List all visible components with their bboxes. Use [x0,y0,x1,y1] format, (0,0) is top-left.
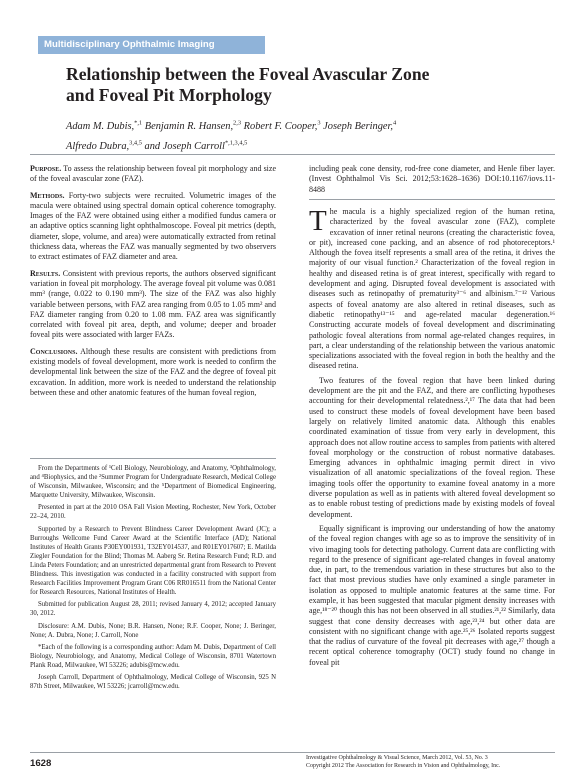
corresponding-author-note: *Each of the following is a corresponding author: Adam M. Dubis, Department of Cell Biology, Neurobiology, and Anatomy, Medical College of Wisconsin, 8701 Watertown Plank Road, Milwaukee, WI 53226; adubis@mcw.edu. [30,643,276,669]
author-affiliation-marker: 3 [317,120,321,127]
disclosure-note: Disclosure: A.M. Dubis, None; B.R. Hansen, None; R.F. Cooper, None; J. Beringer, None; A. Dubra, None; J. Carroll, None [30,622,276,639]
abstract-conclusions [30,347,276,398]
title-line-2: and Foveal Pit Morphology [66,85,272,105]
abstract-results [30,269,276,341]
affiliation-note: From the Departments of ¹Cell Biology, Neurobiology, and Anatomy, ³Ophthalmology, and ⁴Biophysics, and the ²Summer Program for Undergraduate Research, Medical College of Wisconsin, Milwaukee, Wisconsin; and the ⁵Department of Biomedical Engineering, Marquette University, Milwaukee, Wisconsin. [30,465,276,500]
footnotes [30,464,276,694]
purpose-label: Purpose. [30,164,62,173]
article-title [66,64,546,106]
footer-divider [30,752,555,753]
author-3 [244,121,321,132]
author-affiliation-marker: 4 [393,120,397,127]
results-label: Results. [30,268,61,278]
page-number: 1628 [30,758,52,769]
author-5 [66,141,142,152]
author-name: Alfredo Dubra, [66,140,130,152]
author-name: Adam M. Dubis, [66,121,135,133]
author-name: Benjamin R. Hansen, [144,121,234,133]
author-name: Joseph Beringer, [323,121,394,133]
article-body [309,207,555,672]
abstract-continuation-text: including peak cone density, rod-free cone diameter, and Henle fiber layer. (Invest Ophthalmol Vis Sci. 2012;53:1628–1636) DOI:10.1167/iovs.11-8488 [309,164,555,194]
header-divider [30,154,555,155]
conclusions-label: Conclusions. [30,346,78,356]
author-list [66,116,536,155]
conclusions-text: Although these results are consistent with predictions from existing models of foveal development, more work is needed to confirm the developmental link between the size of the FAZ and the degree of foveal pit excavation. In addition, more work is needed to understand the relationship between these and other anatomic features of the human foveal region, [30,346,276,397]
methods-text: Forty-two subjects were recruited. Volumetric images of the macula were obtained using spectral domain optical coherence tomography. Images of the FAZ were obtained using either a modified fundus camera or an adaptive optics scanning light ophthalmoscope. Foveal pit metrics (depth, diameter, slope, volume, and area) were automatically extracted from retinal thickness data, whereas the FAZ was manually segmented by two observers to extract estimates of FAZ diameter and area. [30,190,276,262]
submission-note: Submitted for publication August 28, 2011; revised January 4, 2012; accepted January 30, 2012. [30,601,276,618]
abstract-continuation [309,164,555,201]
body-paragraph-2: Two features of the foveal region that have been linked during development are the pit and the FAZ, and there are conflicting hypotheses accounting for their developmental relatedness.²,¹⁷ The data that had been used to construct these models of foveal development have been based largely on relatively limited anatomic data. Although this enables coordinated examination of tissue from very early in development, this approach does not allow routine access to samples from patients with altered foveal morphology or the construction of robust normative databases. Emerging advances in ophthalmic imaging permit direct in vivo visualization of all anatomic specializations of the foveal region. These imaging tools offer the opportunity to examine foveal anatomy in a more diverse population as well as in patients with altered foveal development so as to enable robust testing of predictions made by existing models of foveal development. [309,375,555,519]
funding-note: Supported by a Research to Prevent Blindness Career Development Award (JC); a Burroughs Wellcome Fund Career Award at the Scientific Interface (AD); National Institutes of Health Grants P30EY001931, T32EY014537, and R01EY017607; E. Matilda Ziegler Foundation for the Blind; Thomas M. Aaberg Sr. Retina Research Fund; R.D. and Linda Peters Foundation; and an unrestricted departmental grant from Research to Prevent Blindness. This investigation was conducted in a facility constructed with support from Research Facilities Improvement Program Grant C06 RR016511 from the National Center for Research Resources, National Institutes of Health. [30,525,276,597]
results-text: Consistent with previous reports, the authors observed significant variation in foveal pit morphology. The average foveal pit volume was 0.081 mm³ (range, 0.022 to 0.190 mm³). The size of the FAZ was also highly variable between persons, with FAZ area ranging from 0.05 to 1.05 mm² and FAZ diameter ranging from 0.20 to 1.08 mm. FAZ area was significantly correlated with foveal pit area, depth, and volume; deeper and broader foveal pits were associated with larger FAZs. [30,268,276,340]
corresponding-author-note-2: Joseph Carroll, Department of Ophthalmology, Medical College of Wisconsin, 925 N 87th Street, Milwaukee, WI 53226; jcarroll@mcw.edu. [30,673,276,691]
footnote-divider [30,458,276,459]
author-1 [66,121,142,132]
abstract [30,164,276,404]
author-4 [323,121,396,132]
author-2 [145,121,241,132]
abstract-purpose [30,164,276,185]
drop-cap: T [309,205,327,237]
journal-line: Investigative Ophthalmology & Visual Science, March 2012, Vol. 53, No. 3 [306,755,488,761]
title-line-1: Relationship between the Foveal Avascular Zone [66,64,430,84]
author-affiliation-marker: *,1,3,4,5 [224,139,248,147]
body-paragraph-1 [309,207,555,372]
presentation-note: Presented in part at the 2010 OSA Fall Vision Meeting, Rochester, New York, October 22–24, 2010. [30,504,276,521]
author-affiliation-marker: 2,3 [233,120,242,127]
body-paragraph-3: Equally significant is improving our understanding of how the anatomy of the foveal region changes with age so as to improve the sensitivity of in vivo imaging tools for detecting pathology. Current data are conflicting with regard to the presence of significant age-related changes in foveal anatomy due, in part, to the tremendous variation in these structures but also to the fact that most previous studies have only examined a single parameter in isolation as opposed to multiple anatomic features at the same time. For example, it has been suggested that macular pigment density increases with age,¹⁸⁻²⁰ though this has not been observed in all studies.²¹,²² Similarly, data suggest that cone density decreases with age,²³,²⁴ but other data are consistent with no significant change with age.²⁵,²⁶ Isolated reports suggest that the radius of curvature of the foveal pit decreases with age,²⁷ though a recent optical coherence tomography (OCT) study found no change in foveal pit [309,523,555,667]
author-name: Robert F. Cooper, [243,121,318,133]
abstract-methods [30,191,276,263]
abstract-divider [309,199,555,200]
author-affiliation-marker: *,1 [134,120,143,127]
purpose-text: To assess the relationship between foveal pit morphology and size of the foveal avascular zone (FAZ). [30,164,277,184]
author-6 [145,141,248,152]
copyright-line: Copyright 2012 The Association for Research in Vision and Ophthalmology, Inc. [306,763,501,769]
body-paragraph-1-text: he macula is a highly specialized region of the human retina, characterized by the foveal avascular zone (FAZ), complete excavation of inner retinal neurons (creating the characteristic fovea, or pit), increased cone packing, and an absence of rod photoreceptors.¹ Although the fovea itself represents a small area of the retina, it drives the majority of our visual function.² Characterization of the foveal region in healthy and diseased retina is of great interest, specifically with regard to development and aging. Disrupted foveal development is associated with diseases such as retinopathy of prematurity³⁻⁶ and albinism.⁷⁻¹² Various aspects of foveal anatomy are also altered in retinal diseases, such as diabetic retinopathy¹³⁻¹⁵ and age-related macular degeneration.¹⁶ Constructing accurate models of foveal development and discriminating pathologic foveal alterations from normal age-related changes requires, in part, a clear understanding of the relationship between the various anatomic specializations associated with the foveal region in both the healthy and the diseased retina. [309,207,555,371]
author-name: and Joseph Carroll [144,140,225,152]
journal-footer [306,754,500,770]
section-banner: Multidisciplinary Ophthalmic Imaging [38,36,265,54]
author-affiliation-marker: 3,4,5 [129,139,142,147]
methods-label: Methods. [30,190,65,200]
